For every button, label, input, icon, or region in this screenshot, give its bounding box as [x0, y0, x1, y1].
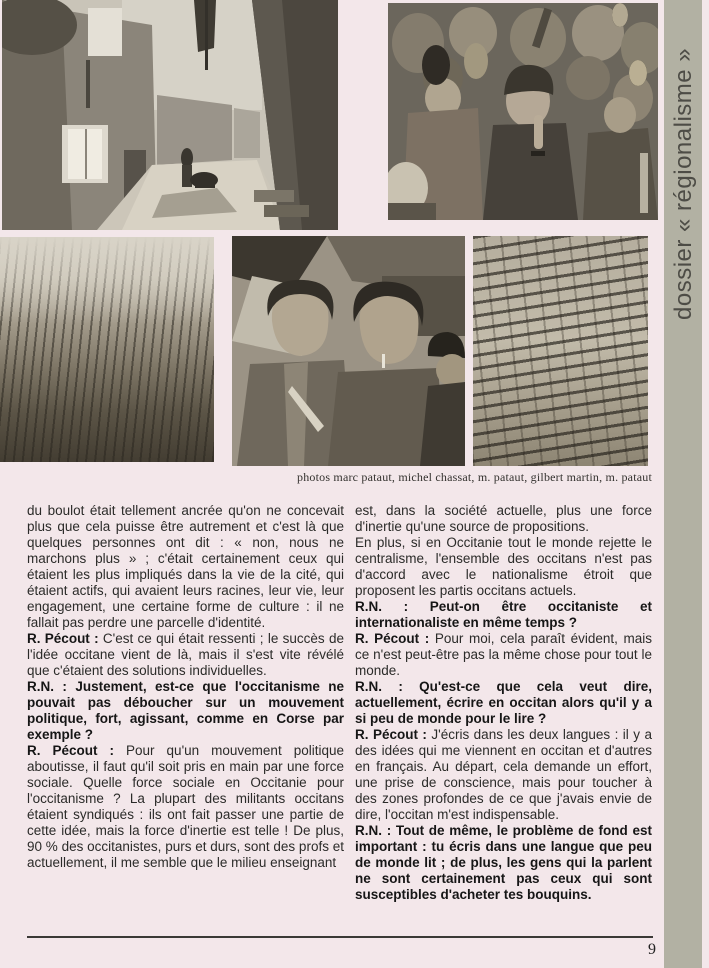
paragraph-text: C'est ce qui était ressenti ; le succès de l'idée occitane vient de là, mais il s'est vite révélé que c'étaient des solutions individuelles. [27, 631, 344, 678]
article-column-right [355, 503, 652, 903]
question-paragraph [355, 599, 652, 631]
question-paragraph [355, 679, 652, 727]
dossier-regionalisme-label: dossier « régionalisme » [670, 47, 697, 320]
page-number: 9 [648, 941, 656, 958]
paragraph [355, 503, 652, 535]
paragraph [355, 535, 652, 599]
photo-field-landscape [0, 237, 214, 462]
paragraph-text: est, dans la société actuelle, plus une force d'inertie qu'une source de propositions. [355, 503, 652, 534]
photo-vineyard [473, 236, 648, 466]
paragraph [27, 503, 344, 631]
paragraph-text: Pour moi, cela paraît évident, mais ce n'est peut-être pas la même chose pour tout le monde. [355, 631, 652, 678]
paragraph-text: J'écris dans les deux langues : il y a des idées qui me viennent en occitan et d'autres en français. Au départ, cela demande un effort, une prise de conscience, mais pour toucher à des zones profondes de ce que j'avais envie de dire, l'occitan m'est indispensable. [355, 727, 652, 822]
question-paragraph [27, 679, 344, 743]
photo-village-street [2, 0, 338, 230]
speaker-label: R. Pécout : [355, 727, 427, 742]
photo-crowd-meeting [388, 3, 658, 220]
paragraph [27, 631, 344, 679]
speaker-label: R.N. : [27, 679, 67, 694]
speaker-label: R. Pécout : [27, 631, 99, 646]
paragraph-text: Peut-on être occitaniste et internationaliste en même temps ? [355, 599, 652, 630]
paragraph-text: Justement, est-ce que l'occitanisme ne pouvait pas déboucher sur un mouvement politique, fort, agissant, comme en Corse par exemple ? [27, 679, 344, 742]
speaker-label: R.N. : [355, 823, 392, 838]
paragraph [355, 727, 652, 823]
footer-rule [27, 936, 653, 938]
speaker-label: R. Pécout : [27, 743, 115, 758]
paragraph-text: du boulot était tellement ancrée qu'on ne concevait plus que cela puisse être autrement et c'est là que quelques personnes ont dit : « non, nous ne marchons plus » ; c'était certainement ceux qui étaient les plus impliqués dans la vie de la cité, qui étaient actifs, qui avaient leurs racines, leur vie, leur engagement, une certaine forme de culture : il ne fallait pas perdre une parcelle d'identité. [27, 503, 344, 630]
paragraph-text: Tout de même, le problème de fond est important : tu écris dans une langue que peu de monde lit ; de plus, les gens qui la parlent ne sont certainement pas ceux qui sont susceptibles d'acheter tes bouquins. [355, 823, 652, 902]
paragraph-text: Pour qu'un mouvement politique aboutisse, il faut qu'il soit pris en main par une force sociale. Quelle force sociale en Occitanie pour l'occitanisme ? La plupart des militants occitans étaient syndiqués : ils ont fait passer une partie de cette idée, mais la force d'inertie est telle ! De plus, 90 % des occitanistes, purs et durs, sont des profs et actuellement, il me semble que le milieu enseignant [27, 743, 344, 870]
question-paragraph [355, 823, 652, 903]
paragraph [27, 743, 344, 871]
photo-credit: photos marc pataut, michel chassat, m. pataut, gilbert martin, m. pataut [297, 470, 652, 484]
article-column-left [27, 503, 344, 871]
photo-two-men [232, 236, 465, 466]
speaker-label: R.N. : [355, 599, 409, 614]
paragraph-text: Qu'est-ce que cela veut dire, actuellement, écrire en occitan alors qu'il y a si peu de monde pour le lire ? [355, 679, 652, 726]
paragraph [355, 631, 652, 679]
paragraph-text: En plus, si en Occitanie tout le monde rejette le centralisme, l'ensemble des occitans n'est pas d'accord avec le nationalisme étroit que proposent les partis occitans actuels. [355, 535, 652, 598]
speaker-label: R.N. : [355, 679, 403, 694]
speaker-label: R. Pécout : [355, 631, 430, 646]
